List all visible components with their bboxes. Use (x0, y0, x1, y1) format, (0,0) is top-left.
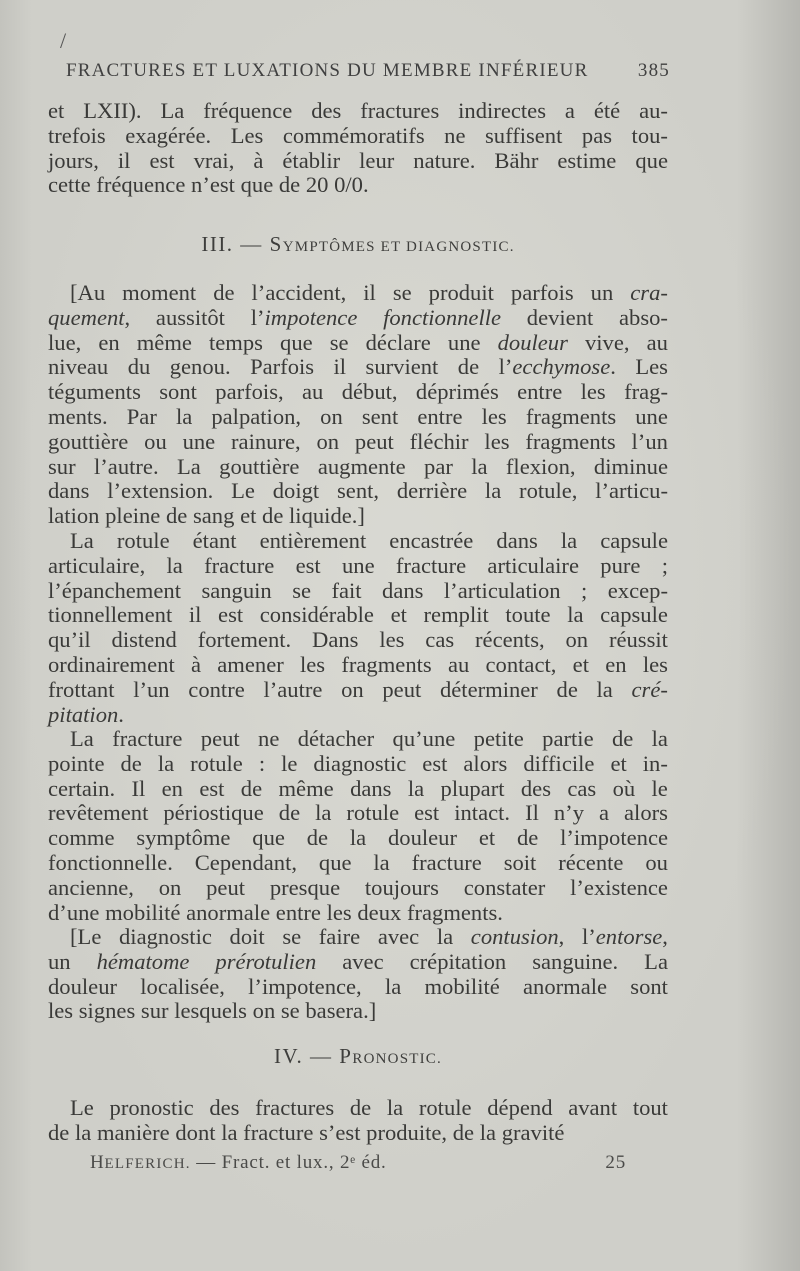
paragraph-pronostic (48, 1096, 668, 1146)
paragraph-fragment-intro (48, 99, 668, 198)
text-line: comme symptôme que de la douleur et de l’impotence (48, 825, 668, 851)
section-heading-pronostic: IV. — PRONOSTIC. (274, 1044, 442, 1068)
text-line: ordinairement à amener les fragments au contact, et en les (48, 651, 668, 677)
paragraph-small-fracture (48, 727, 668, 925)
text-line: frottant l’un contre l’autre on peut déterminer de la cré- (48, 676, 668, 702)
text-line: ments. Par la palpation, on sent entre les fragments une (48, 403, 668, 429)
text-line: les signes sur lesquels on se basera.] (48, 998, 377, 1024)
paragraph-capsule (48, 529, 668, 727)
paragraph-differential (48, 925, 668, 1024)
running-header (66, 60, 670, 88)
section-heading-symptomes: III. — SYMPTÔMES ET DIAGNOSTIC. (201, 232, 515, 256)
text-line: articulaire, la fracture est une fracture articulaire pure ; (48, 552, 668, 578)
text-line: lue, en même temps que se déclare une douleur vive, au (48, 329, 668, 355)
text-line: fonctionnelle. Cependant, que la fracture soit récente ou (48, 849, 668, 875)
text-line: ancienne, on peut presque toujours constater l’existence (48, 874, 668, 900)
signature-mark: 25 (605, 1152, 626, 1173)
text-line: l’épanchement sanguin se fait dans l’articulation ; excep- (48, 577, 668, 603)
text-line: niveau du genou. Parfois il survient de l’ecchymose. Les (48, 354, 668, 380)
text-line: jours, il est vrai, à établir leur nature. Bähr estime que (48, 147, 668, 173)
text-line: sur l’autre. La gouttière augmente par la flexion, diminue (48, 453, 668, 479)
text-line: gouttière ou une rainure, on peut fléchir les fragments l’un (48, 428, 668, 454)
text-line: lation pleine de sang et de liquide.] (48, 503, 365, 529)
text-line: trefois exagérée. Les commémoratifs ne suffisent pas tou- (48, 122, 668, 148)
text-line: de la manière dont la fracture s’est produite, de la gravité (48, 1119, 565, 1145)
text-line: et LXII). La fréquence des fractures indirectes a été au- (48, 98, 668, 123)
margin-mark: / (60, 28, 67, 53)
text-line: un hématome prérotulien avec crépitation sanguine. La (48, 948, 668, 974)
text-line: tionnellement il est considérable et remplit toute la capsule (48, 602, 668, 628)
running-title: FRACTURES ET LUXATIONS DU MEMBRE INFÉRIEUR (66, 60, 589, 81)
text-line: dans l’extension. Le doigt sent, derrière la rotule, l’articu- (48, 478, 668, 504)
page-footer (90, 1152, 626, 1174)
text-line: La rotule étant entièrement encastrée dans la capsule (70, 528, 668, 553)
text-line: téguments sont parfois, au début, déprimés entre les frag- (48, 379, 668, 405)
text-line: pointe de la rotule : le diagnostic est alors difficile et in- (48, 750, 668, 776)
text-line: quement, aussitôt l’impotence fonctionnelle devient abso- (48, 304, 668, 330)
text-line: Le pronostic des fractures de la rotule dépend avant tout (70, 1095, 668, 1120)
text-line: pitation. (48, 701, 124, 727)
text-line: d’une mobilité anormale entre les deux fragments. (48, 899, 503, 925)
text-line: cette fréquence n’est que de 20 0/0. (48, 172, 369, 198)
text-line: douleur localisée, l’impotence, la mobilité anormale sont (48, 973, 668, 999)
text-line: revêtement périostique de la rotule est intact. Il n’y a alors (48, 800, 668, 826)
text-line: qu’il distend fortement. Dans les cas récents, on réussit (48, 627, 668, 653)
text-line: [Le diagnostic doit se faire avec la contusion, l’entorse, (70, 924, 668, 949)
page-number: 385 (637, 60, 670, 81)
text-line: certain. Il en est de même dans la plupart des cas où le (48, 775, 668, 801)
paragraph-symptoms (48, 281, 668, 529)
footer-reference: HELFERICH. — Fract. et lux., 2ᵉ éd. (90, 1152, 387, 1173)
text-line: La fracture peut ne détacher qu’une petite partie de la (70, 726, 668, 751)
text-line: [Au moment de l’accident, il se produit parfois un cra- (70, 280, 668, 305)
